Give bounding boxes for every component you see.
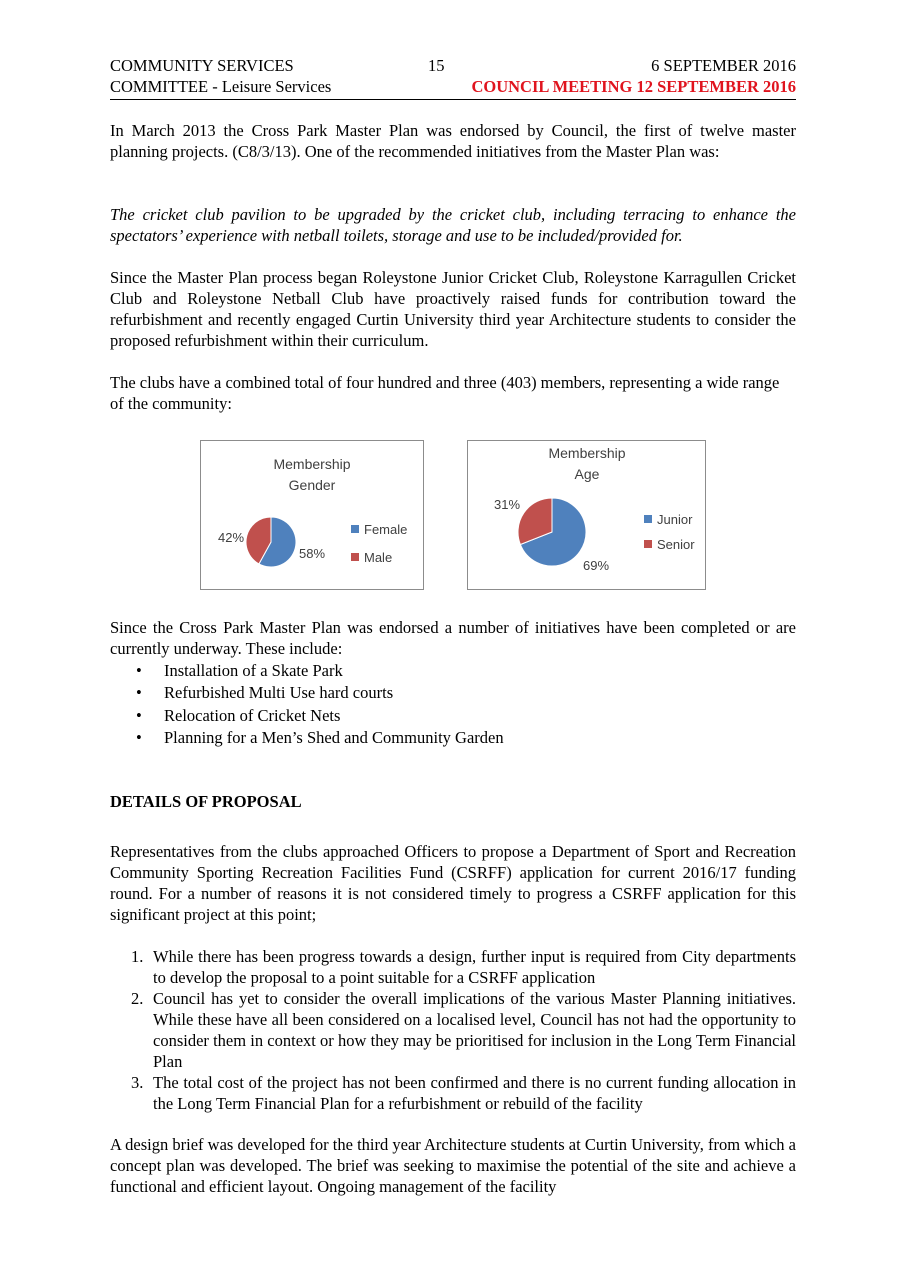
list-item: • Refurbished Multi Use hard courts <box>110 682 796 704</box>
legend-senior: Senior <box>657 537 695 552</box>
paragraph-members: The clubs have a combined total of four hundred and three (403) members, representing a wide range of the community: <box>110 373 780 413</box>
gender-chart-title-line2: Gender <box>288 477 336 493</box>
list-item <box>110 988 796 1072</box>
list-text: While there has been progress towards a design, further input is required from City departments to develop the proposal to a point suitable for a CSRFF application <box>153 947 796 987</box>
gender-pie-svg <box>201 441 423 589</box>
header-committee-line2: COMMITTEE - Leisure Services <box>110 77 332 96</box>
legend-swatch-senior <box>644 540 652 548</box>
list-number: 2. <box>131 989 144 1008</box>
page-number: 15 <box>428 56 445 75</box>
header-right <box>471 55 796 97</box>
legend-male: Male <box>364 550 393 565</box>
paragraph-master-plan: In March 2013 the Cross Park Master Plan was endorsed by Council, the first of twelve master planning projects. (C8/3/13). One of the recommended initiatives from the Master Plan was: <box>110 121 796 161</box>
paragraph-clubs-funds: Since the Master Plan process began Roleystone Junior Cricket Club, Roleystone Karragullen Cricket Club and Roleystone Netball Club have proactively raised funds for contribution toward the refurbishment and recently engaged Curtin University third year Architecture students to consider the proposed refurbishment within their curriculum. <box>110 268 796 350</box>
legend-female: Female <box>364 522 408 537</box>
gender-chart-title-line1: Membership <box>273 456 351 472</box>
page-header <box>110 55 796 100</box>
list-item <box>110 946 796 988</box>
paragraph-initiatives: Since the Cross Park Master Plan was endorsed a number of initiatives have been completed or are currently underway. These include: <box>110 618 796 658</box>
list-text: The total cost of the project has not been confirmed and there is no current funding allocation in the Long Term Financial Plan for a refurbishment or rebuild of the facility <box>153 1073 796 1113</box>
data-label-male: 42% <box>218 530 245 545</box>
list-item: • Relocation of Cricket Nets <box>110 705 796 727</box>
section-heading: DETAILS OF PROPOSAL <box>110 792 302 811</box>
header-date: 6 SEPTEMBER 2016 <box>651 56 796 75</box>
quote-initiative: The cricket club pavilion to be upgraded by the cricket club, including terracing to enhance the spectators’ experience with netball toilets, storage and use to be included/provided for. <box>110 205 796 245</box>
list-number: 1. <box>131 947 144 966</box>
list-item: • Planning for a Men’s Shed and Community Garden <box>110 727 796 749</box>
legend-swatch-junior <box>644 515 652 523</box>
legend-swatch-female <box>351 525 359 533</box>
header-meeting: COUNCIL MEETING 12 SEPTEMBER 2016 <box>471 77 796 96</box>
paragraph-csrff: Representatives from the clubs approached Officers to propose a Department of Sport and Recreation Community Sporting Recreation Facilities Fund (CSRFF) application for current 2016/17 funding round. For a number of reasons it is not considered timely to progress a CSRFF application for this significant project at this point; <box>110 842 796 924</box>
reasons-list <box>110 946 796 1114</box>
list-text: Council has yet to consider the overall implications of the various Master Planning initiatives. While these have all been considered on a localised level, Council has not had the opportunity to consider them in context or how they may be prioritised for inclusion in the Long Term Financial Plan <box>153 989 796 1071</box>
chart-membership-gender <box>200 440 424 590</box>
list-item: • Installation of a Skate Park <box>110 660 796 682</box>
age-pie-svg <box>468 441 705 589</box>
age-chart-title-line1: Membership <box>548 445 626 461</box>
legend-swatch-male <box>351 553 359 561</box>
data-label-junior: 69% <box>583 558 610 573</box>
list-item <box>110 1072 796 1114</box>
header-left <box>110 55 331 97</box>
list-number: 3. <box>131 1073 144 1092</box>
data-label-female: 58% <box>299 546 326 561</box>
initiatives-list <box>110 660 796 749</box>
age-chart-title-line2: Age <box>574 466 600 482</box>
data-label-senior: 31% <box>494 497 521 512</box>
header-committee-line1: COMMUNITY SERVICES <box>110 56 294 75</box>
chart-membership-age <box>467 440 706 590</box>
legend-junior: Junior <box>657 512 693 527</box>
paragraph-design-brief: A design brief was developed for the third year Architecture students at Curtin University, from which a concept plan was developed. The brief was seeking to maximise the potential of the site and achieve a functional and efficient layout. Ongoing management of the facility <box>110 1135 796 1196</box>
